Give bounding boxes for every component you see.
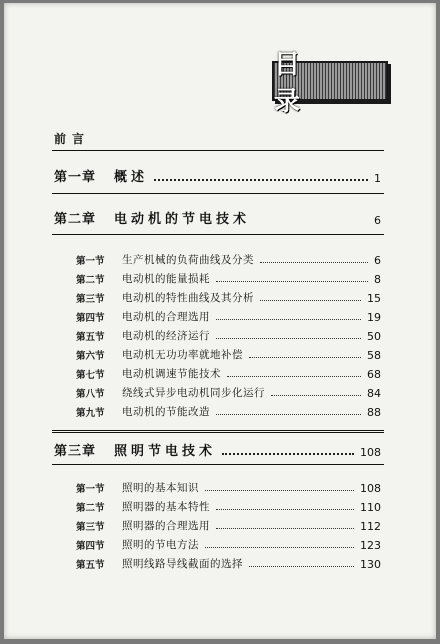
section-row	[76, 404, 381, 419]
leader-dots	[260, 262, 368, 263]
section-page: 112	[360, 520, 381, 533]
section-row	[76, 252, 381, 267]
section-title: 绕线式异步电动机同步化运行	[122, 387, 265, 399]
section-number: 第一节	[76, 484, 105, 495]
section-title: 照明的基本知识	[122, 482, 199, 494]
section-number: 第三节	[76, 522, 105, 533]
section-page: 130	[360, 558, 381, 571]
chapter-number: 第三章	[54, 444, 97, 459]
section-row	[76, 556, 381, 571]
chapter-number: 第二章	[54, 212, 97, 227]
section-page: 58	[367, 349, 381, 362]
divider	[52, 430, 384, 433]
section-row	[76, 271, 381, 286]
section-page: 88	[367, 406, 381, 419]
section-title: 照明的节电方法	[122, 539, 199, 551]
section-row	[76, 309, 381, 324]
section-number: 第二节	[76, 503, 105, 514]
chapter-title: 照明节电技术	[114, 444, 217, 459]
chapter-number: 第一章	[54, 170, 97, 185]
leader-dots	[205, 490, 354, 491]
leader-dots	[216, 414, 361, 415]
section-title: 电动机的特性曲线及其分析	[122, 292, 254, 304]
leader-dots	[216, 338, 361, 339]
section-page: 84	[367, 387, 381, 400]
leader-dots	[227, 376, 361, 377]
section-page: 108	[360, 482, 381, 495]
section-number: 第六节	[76, 351, 105, 362]
section-row	[76, 385, 381, 400]
section-row	[76, 347, 381, 362]
section-row	[76, 328, 381, 343]
section-title: 照明器的基本特性	[122, 501, 210, 513]
section-title: 照明器的合理选用	[122, 520, 210, 532]
section-row	[76, 518, 381, 533]
section-page: 50	[367, 330, 381, 343]
section-title: 电动机的能量损耗	[122, 273, 210, 285]
section-page: 68	[367, 368, 381, 381]
section-row	[76, 499, 381, 514]
section-page: 123	[360, 539, 381, 552]
section-page: 19	[367, 311, 381, 324]
leader-dots	[216, 509, 354, 510]
section-number: 第四节	[76, 541, 105, 552]
leader-dots	[216, 319, 361, 320]
section-page: 6	[374, 254, 381, 267]
leader-dots	[222, 453, 354, 455]
toc-title-box	[272, 50, 388, 117]
section-row	[76, 480, 381, 495]
section-title: 电动机调速节能技术	[122, 368, 221, 380]
chapter-title: 电动机的节电技术	[114, 212, 251, 227]
section-row	[76, 537, 381, 552]
leader-dots	[216, 281, 368, 282]
leader-dots	[249, 566, 354, 567]
section-number: 第九节	[76, 408, 105, 419]
leader-dots	[260, 300, 361, 301]
leader-dots	[249, 357, 361, 358]
chapter-page: 6	[374, 214, 381, 227]
section-number: 第五节	[76, 332, 105, 343]
leader-dots	[154, 179, 368, 181]
section-number: 第一节	[76, 256, 105, 267]
section-page: 8	[374, 273, 381, 286]
section-title: 生产机械的负荷曲线及分类	[122, 254, 254, 266]
section-number: 第八节	[76, 389, 105, 400]
section-title: 电动机的经济运行	[122, 330, 210, 342]
leader-dots	[216, 528, 354, 529]
preface-entry: 前言	[54, 132, 91, 146]
divider	[52, 193, 384, 194]
section-row	[76, 290, 381, 305]
section-number: 第四节	[76, 313, 105, 324]
chapter-row	[54, 440, 381, 459]
toc-title: 目 录	[274, 50, 327, 117]
section-number: 第三节	[76, 294, 105, 305]
divider	[52, 234, 384, 235]
section-title: 电动机无功功率就地补偿	[122, 349, 243, 361]
divider	[52, 150, 384, 151]
divider	[52, 464, 384, 465]
leader-dots	[271, 395, 361, 396]
section-title: 电动机的节能改造	[122, 406, 210, 418]
section-title: 电动机的合理选用	[122, 311, 210, 323]
section-number: 第七节	[76, 370, 105, 381]
section-number: 第二节	[76, 275, 105, 286]
section-page: 110	[360, 501, 381, 514]
leader-dots	[205, 547, 354, 548]
chapter-page: 108	[360, 446, 381, 459]
book-page	[4, 3, 436, 639]
chapter-row	[54, 166, 381, 185]
chapter-title: 概述	[114, 170, 149, 185]
section-number: 第五节	[76, 560, 105, 571]
chapter-row	[54, 208, 381, 227]
chapter-page: 1	[374, 172, 381, 185]
section-row	[76, 366, 381, 381]
section-page: 15	[367, 292, 381, 305]
section-title: 照明线路导线截面的选择	[122, 558, 243, 570]
